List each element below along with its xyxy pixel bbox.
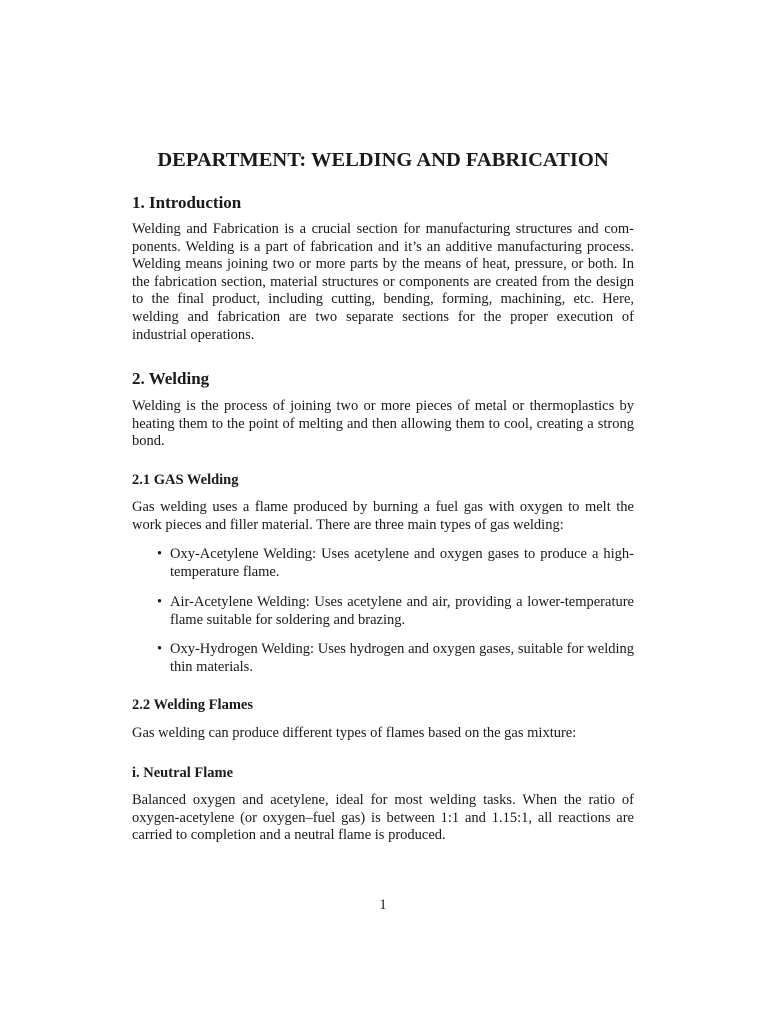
document-page [132,0,634,1024]
page-number: 1 [379,897,387,913]
welding-paragraph: Welding is the process of joining two or more pieces of metal or thermoplastics by heating them to the point of melting and then allowing them to cool, creating a strong bond. [132,398,634,450]
subsection-heading-welding-flames: 2.2 Welding Flames [132,697,253,713]
introduction-paragraph: Welding and Fabrication is a crucial section for manufacturing structures and components. Welding is a part of fabrication and it’s an additive manufacturing process. Welding means joining two or more parts by the means of heat, pressure, or both. In the fabrication section, material structures or components are created from the design to the final product, including cutting, bending, forming, machining, etc. Here, welding and fabrication are two separate sections for the proper execution of industrial operations. [132,221,634,343]
section-heading-welding: 2. Welding [132,369,210,388]
list-item-text: Air-Acetylene Welding: Uses acetylene and air, providing a lower-temperature flame suitable for soldering and brazing. [170,594,634,628]
bullet-icon: • [157,546,163,562]
gas-welding-paragraph: Gas welding uses a flame produced by burning a fuel gas with oxygen to melt the work pieces and filler material. There are three main types of gas welding: [132,499,634,533]
subsection-heading-gas-welding: 2.1 GAS Welding [132,472,239,488]
bullet-icon: • [157,641,163,657]
list-item-text: Oxy-Hydrogen Welding: Uses hydrogen and oxygen gases, suitable for welding thin materials. [170,641,634,675]
subsection-heading-neutral-flame: i. Neutral Flame [132,765,234,781]
bullet-icon: • [157,594,163,610]
section-heading-introduction: 1. Introduction [132,193,242,212]
list-item-text: Oxy-Acetylene Welding: Uses acetylene and oxygen gases to produce a high-temperature flame. [170,546,634,580]
welding-flames-paragraph: Gas welding can produce different types of flames based on the gas mixture: [132,725,577,741]
neutral-flame-paragraph: Balanced oxygen and acetylene, ideal for most welding tasks. When the ratio of oxygen-acetylene (or oxygen–fuel gas) is between 1:1 and 1.15:1, all reactions are carried to completion and a neutral flame is produced. [132,792,634,844]
document-title: DEPARTMENT: WELDING AND FABRICATION [157,149,609,171]
